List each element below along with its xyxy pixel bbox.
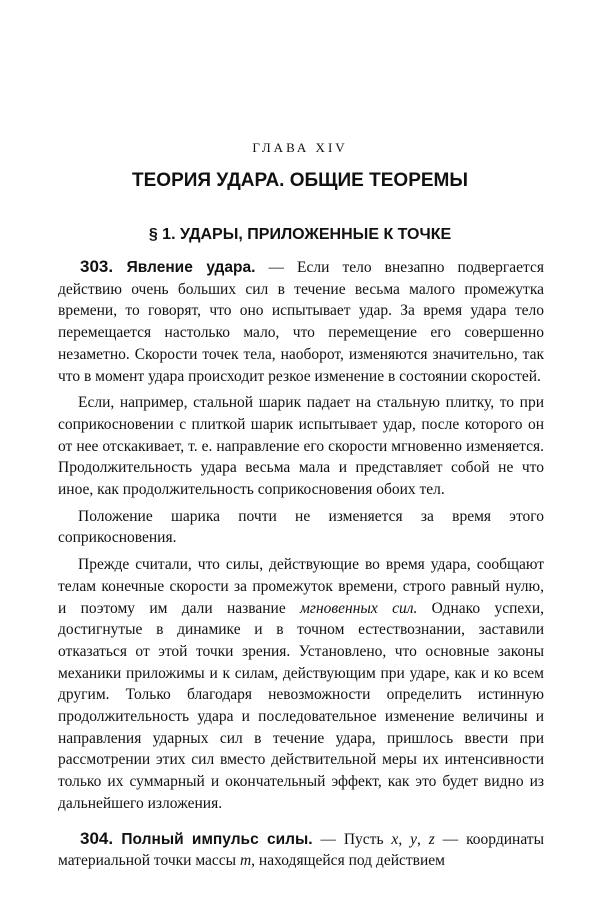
separator: ,: [398, 830, 411, 848]
paragraph-heading-text: Полный импульс силы.: [113, 830, 313, 848]
chapter-label: ГЛАВА XIV: [252, 140, 348, 155]
variable-x: x: [391, 830, 399, 848]
variable-y: y: [410, 830, 417, 848]
dash: —: [312, 830, 344, 848]
paragraph-text: Однако успехи, достигнутые в динамике и в точном естествознании, заставили отказаться от этой точки зрения. Установлено, что основные законы механики приложимы и к силам, действующим при ударе, как и ко всем другим. Только благодаря невозможности определить истинную продолжительность удара и последовательное изменение величины и направления ударных сил в течение удара, пришлось ввести при рассмотрении этих сил вместо действительной меры их интенсивности только их суммарный и окончательный эффект, как это будет видно из дальнейшего изложения.: [58, 599, 544, 812]
dash: —: [255, 259, 298, 276]
paragraph-303: [58, 256, 544, 387]
paragraph-position: Положение шарика почти не изменяется за время этого соприкосновения.: [58, 507, 544, 547]
paragraph-heading: [80, 828, 313, 848]
paragraph-text: Если тело внезапно подвергается действию очень больших сил в течение весьма малого промежутка времени, то говорят, что оно испытывает удар. За время удара тело перемещается настолько мало, что перемещение его совершенно незаметно. Скорости точек тела, наоборот, изменяются значительно, так что в момент удара происходит резкое изменение в состоянии скоростей.: [58, 259, 544, 385]
variable-m: m: [239, 852, 252, 870]
paragraph-text: , находящейся под действием: [251, 852, 445, 870]
paragraph-text: Прежде считали, что силы, действующие во время удара, сообщают телам конечные скорости за промежуток времени, строго равный нулю, и поэтому им дали название: [58, 556, 544, 617]
italic-term: мгновенных сил.: [300, 599, 418, 617]
paragraph-number: 303.: [80, 257, 114, 276]
paragraph-example: Если, например, стальной шарик падает на стальную плитку, то при соприкосновении с плиткой шарик испытывает удар, после которого он от нее отскакивает, т. е. направление его скорости мгновенно изменяется. Продолжительность удара весьма мала и представляет собой не что иное, как продолжительность соприкосновения обоих тел.: [58, 394, 544, 499]
paragraph-heading-text: Явление удара.: [113, 259, 256, 276]
separator: ,: [416, 830, 429, 848]
paragraph-text: — координаты материальной точки массы: [58, 830, 544, 870]
chapter-title: ТЕОРИЯ УДАРА. ОБЩИЕ ТЕОРЕМЫ: [132, 170, 468, 191]
body-text: [58, 256, 544, 872]
section-title: § 1. УДАРЫ, ПРИЛОЖЕННЫЕ К ТОЧКЕ: [148, 226, 452, 243]
paragraph-text: Пусть: [343, 830, 392, 848]
paragraph-304: [58, 828, 544, 872]
variable-z: z: [428, 830, 435, 848]
paragraph-heading: [80, 259, 255, 276]
paragraph-history: [58, 554, 544, 814]
paragraph-number: 304.: [80, 828, 114, 848]
